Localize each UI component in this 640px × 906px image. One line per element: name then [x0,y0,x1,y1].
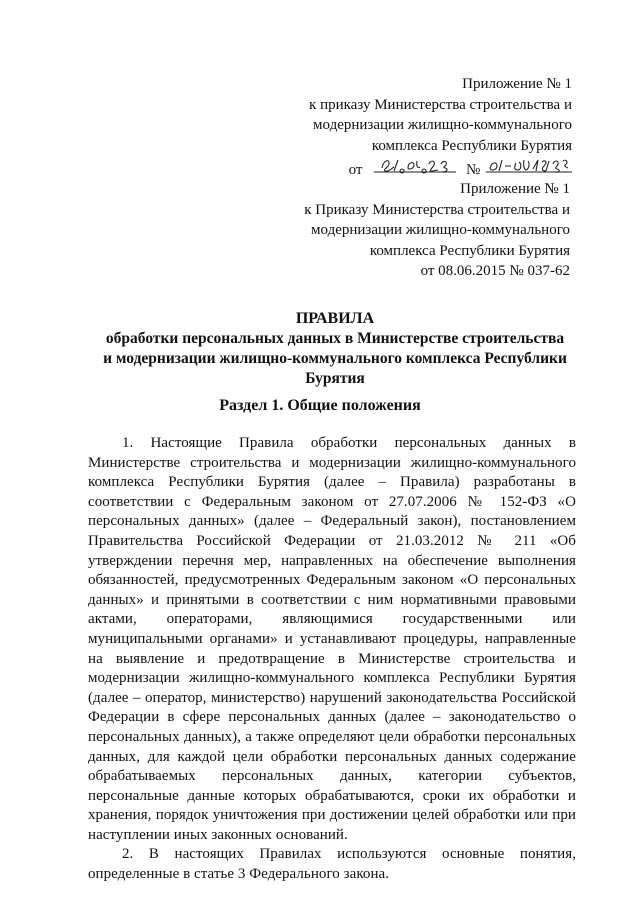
paragraph: 1. Настоящие Правила обработки персональных данных в Министерстве строительства и модернизации жилищно-коммунального комплекса Республики Бурятия (далее – Правила) разработаны в соответствии с Федеральным законом от 27.07.2006 № 152-ФЗ «О персональных данных» (далее – Федеральный закон), постановлением Правительства Российской Федерации от 21.03.2012 № 211 «Об утверждении перечня мер, направленных на обеспечение выполнения обязанностей, предусмотренных Федеральным законом «О персональных данных» и принятыми в соответствии с ним нормативными правовыми актами, операторами, являющимися государственными или муниципальными органами» и устанавливают процедуры, направленные на выявление и предотвращение в Министерстве строительства и модернизации жилищно-коммунального комплекса Республики Бурятия (далее – оператор, министерство) нарушений законодательства Российской Федерации в сфере персональных данных (далее – законодательство о персональных данных), а также определяют цели обработки персональных данных, для каждой цели обработки персональных данных содержание обрабатываемых персональных данных, категории субъектов, персональные данные которых обрабатываются, сроки их обработки и хранения, порядок уничтожения при достижении целей обработки или при наступлении иных законных оснований. [88,435,576,843]
handwritten-date-signature [372,156,458,174]
appendix-line: модернизации жилищно-коммунального [313,117,572,133]
appendix-line: от 08.06.2015 № 037-62 [420,263,570,279]
appendix-current-header [309,74,572,181]
appendix-line: к Приказу Министерства строительства и [304,201,570,218]
document-title-block [100,309,570,389]
appendix-line: комплекса Республики Бурятия [369,242,570,259]
appendix-line: Приложение № 1 [462,76,572,92]
paragraph: 2. В настоящих Правилах используются основные понятия, определенные в статье 3 Федерального закона. [88,846,576,883]
document-subtitle: обработки персональных данных в Министерстве строительства и модернизации жилищно-коммунального комплекса Республики Бурятия [103,330,567,387]
appendix-line: к приказу Министерства строительства и [309,96,572,113]
document-title: ПРАВИЛА [295,310,375,327]
document-body [88,434,576,885]
appendix-date-number-line [309,156,572,181]
appendix-line: модернизации жилищно-коммунального [311,222,570,238]
from-label: от [348,162,363,178]
handwritten-number-signature [486,156,572,174]
section-heading: Раздел 1. Общие положения [219,397,421,414]
appendix-line: комплекса Республики Бурятия [371,137,572,154]
number-label: № [465,162,481,178]
appendix-line: Приложение № 1 [460,181,570,197]
appendix-original-header [304,179,570,282]
